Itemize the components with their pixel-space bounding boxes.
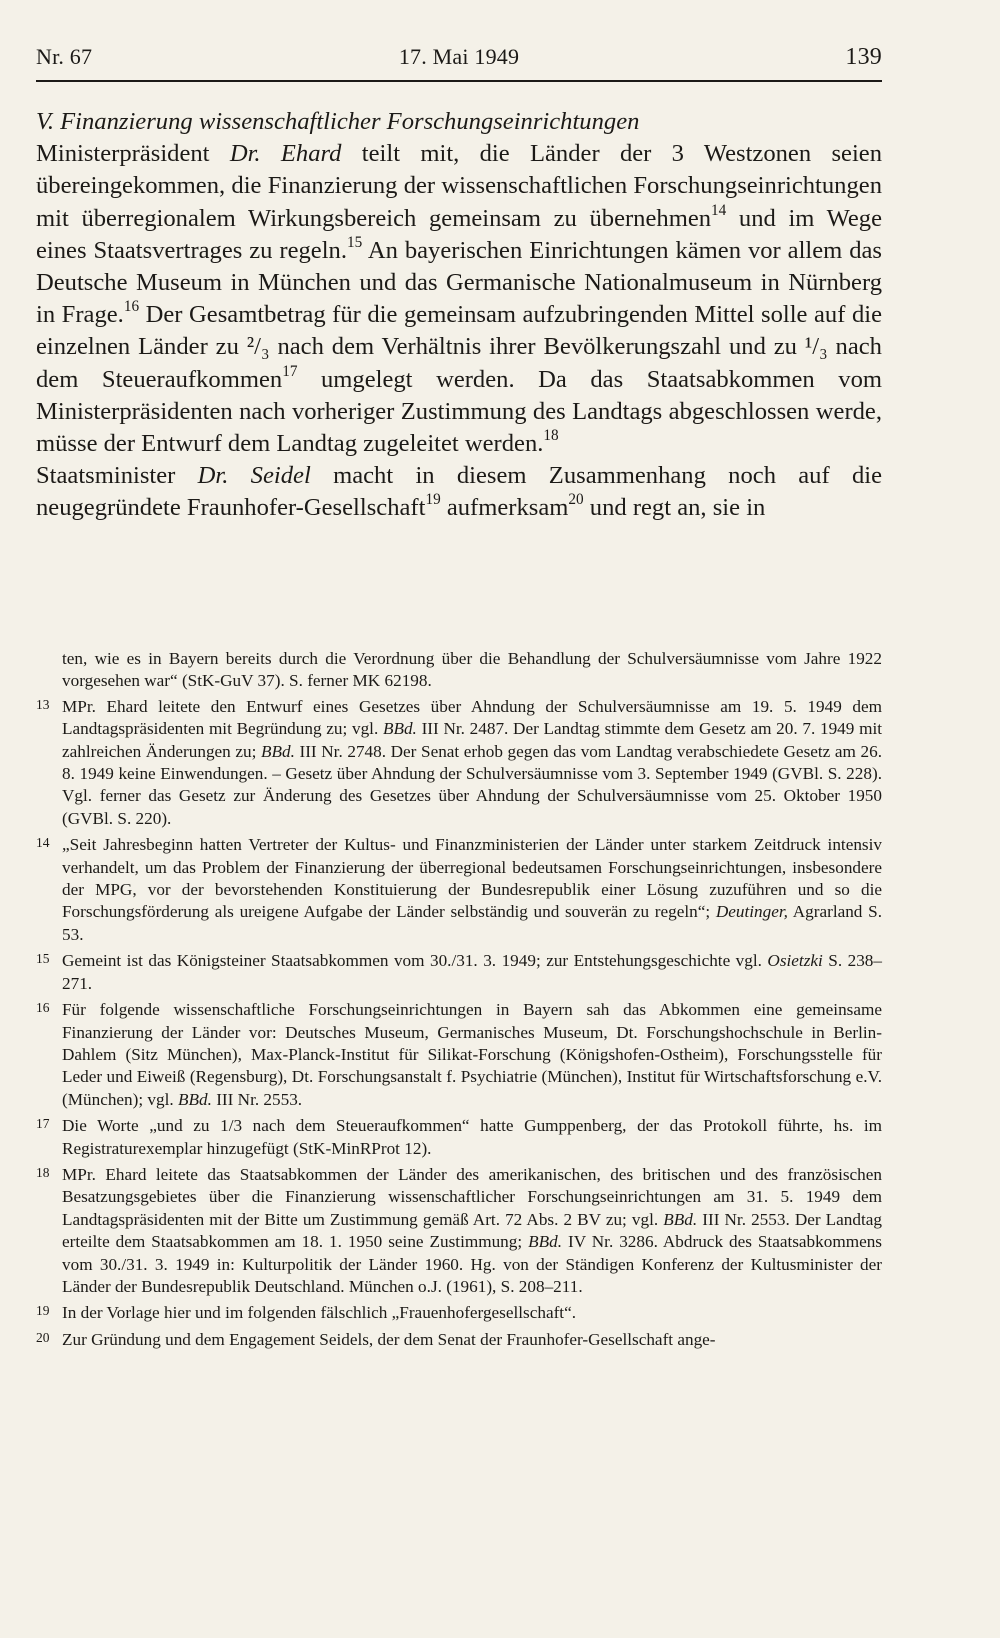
text-run: und im Wege eines Staatsvertrages zu regeln. (36, 204, 882, 264)
text-run: teilt mit, die Länder der 3 Westzonen seien übereingekommen, die Finanzierung der wissenschaftlichen Forschungseinrichtungen mit überregionalem Wirkungsbereich gemeinsam zu übernehmen (36, 140, 882, 232)
text-run: IV Nr. 3286. Abdruck des Staatsabkommens vom 30./31. 3. 1949 in: Kulturpolitik der Länder 1960. Hg. von der Ständigen Konferenz der Kultusminister der Länder der Bundesrepublik Deutschland. München o.J. (1961), S. 208–211. (62, 1232, 882, 1296)
footnote-ref[interactable]: 17 (282, 362, 298, 380)
footnote-number: 19 (36, 1303, 50, 1319)
text-run: In der Vorlage hier und im folgenden fälschlich „Frauenhofergesellschaft“. (62, 1303, 577, 1323)
text-run: MPr. Ehard leitete das Staatsabkommen der Länder des amerikanischen, des britischen und des französischen Besatzungsgebietes über die Finanzierung wissenschaftlicher Forschungseinrichtungen am 31. 5. 1949 dem Landtagspräsidenten mit der Bitte um Zustimmung gemäß Art. 72 Abs. 2 BV zu; vgl. (62, 1164, 882, 1229)
text-run: und regt an, sie in (583, 494, 766, 522)
text-run: Staatsminister (36, 462, 198, 490)
text-run: „Seit Jahresbeginn hatten Vertreter der Kultus- und Finanzministerien der Länder unter starkem Zeitdruck intensiv verhandelt, um das Problem der Finanzierung der überregional bedeutsamen Forschungseinrichtungen, insbesondere der MPG, vor der bevorstehenden Konstituierung der Bundesrepublik einer Lösung zuzuführen und so die Forschungsförderung als ureigene Aufgabe der Länder selbständig und souverän zu regeln“; (62, 835, 882, 922)
fraction: ²/₃ (246, 333, 270, 361)
page-number: 139 (845, 44, 882, 70)
author-name: Deutinger, (715, 902, 788, 922)
running-header (36, 44, 882, 80)
section-heading: V. Finanzierung wissenschaftlicher Forschungseinrichtungen (36, 108, 640, 135)
footnote-number: 18 (36, 1164, 50, 1180)
footnote-ref[interactable]: 15 (347, 233, 363, 251)
paragraph-ehard (36, 138, 882, 460)
text-run: III Nr. 2748. Der Senat erhob gegen das vom Landtag verabschiedete Gesetz am 26. 8. 1949 keine Einwendungen. – Gesetz über Ahndung der Schulversäumnisse vom 3. September 1949 (GVBl. S. 228). Vgl. ferner das Gesetz zur Änderung des Gesetzes über Ahndung der Schulversäumnisse vom 25. Oktober 1950 (GVBl. S. 220). (62, 741, 882, 828)
text-run: An bayerischen Einrichtungen kämen vor allem das Deutsche Museum in München und das Germanische Nationalmuseum in Nürnberg in Frage. (36, 236, 882, 329)
footnote-16 (36, 999, 882, 1111)
header-rule (36, 80, 882, 82)
footnote-20 (36, 1329, 882, 1351)
text-run: nach dem Steueraufkommen (36, 333, 882, 393)
text-run: MPr. Ehard leitete den Entwurf eines Gesetzes über Ahndung der Schulversäumnisse am 19. 5. 1949 dem Landtagspräsidenten mit Begründung zu; vgl. (62, 696, 882, 739)
fraction: ¹/₃ (804, 333, 828, 361)
abbrev: BBd. (260, 741, 295, 761)
speaker-name: Dr. Seidel (197, 462, 311, 490)
main-text (36, 106, 882, 525)
text-run: S. 238–271. (62, 951, 882, 993)
footnote-number: 16 (36, 1000, 50, 1016)
abbrev: BBd. (528, 1232, 562, 1252)
document-number: Nr. 67 (36, 44, 93, 69)
speaker-name: Dr. Ehard (229, 140, 342, 168)
footnote-continuation: ten, wie es in Bayern bereits durch die Verordnung über die Behandlung der Schulversäumnisse vom Jahre 1922 vorgesehen war“ (StK-GuV 37). S. ferner MK 62198. (62, 649, 882, 691)
text-run: nach dem Verhältnis ihrer Bevölkerungszahl und zu (269, 333, 805, 361)
footnote-number: 13 (36, 696, 50, 712)
footnote-15 (36, 950, 882, 995)
footnote-number: 14 (36, 835, 50, 851)
abbrev: BBd. (178, 1089, 212, 1109)
text-run: III Nr. 2553. Der Landtag erteilte dem Staatsabkommen am 18. 1. 1950 seine Zustimmung; (62, 1209, 882, 1252)
text-run: III Nr. 2487. Der Landtag stimmte dem Gesetz am 20. 7. 1949 mit zahlreichen Änderungen zu; (62, 719, 882, 761)
abbrev: BBd. (382, 719, 417, 739)
text-run: Der Gesamtbetrag für die gemeinsam aufzubringenden Mittel solle auf die einzelnen Länder zu (36, 301, 882, 361)
footnote-17 (36, 1115, 882, 1160)
text-run: Die Worte „und zu 1/3 nach dem Steueraufkommen“ hatte Gumppenberg, der das Protokoll führte, hs. im Registraturexemplar hinzugefügt (StK-MinRProt 12). (62, 1116, 882, 1158)
meeting-date: 17. Mai 1949 (398, 44, 520, 69)
footnote-ref[interactable]: 20 (568, 491, 584, 509)
text-run: III Nr. 2553. (211, 1089, 303, 1109)
text-run: Gemeint ist das Königsteiner Staatsabkommen vom 30./31. 3. 1949; zur Entstehungsgeschichte vgl. (62, 951, 768, 971)
footnote-13 (36, 696, 882, 830)
footnote-number: 15 (36, 951, 50, 967)
author-name: Osietzki (767, 951, 823, 971)
footnote-ref[interactable]: 19 (425, 491, 441, 509)
text-run: Für folgende wissenschaftliche Forschungseinrichtungen in Bayern sah das Abkommen eine gemeinsame Finanzierung der Länder vor: Deutsches Museum, Germanisches Museum, Dt. Forschungshochschule in Berlin-Dahlem (Sitz München), Max-Planck-Institut für Silikat-Forschung (Königshofen-Ostheim), Forschungsstelle für Leder und Eiweiß (Regensburg), Dt. Forschungsanstalt f. Psychiatrie (München), Institut für Wirtschaftsforschung e.V. (München); vgl. (62, 1000, 882, 1109)
footnote-18 (36, 1164, 882, 1298)
text-run: Agrarland S. 53. (62, 902, 882, 944)
footnote-ref[interactable]: 16 (123, 298, 140, 316)
text-run: aufmerksam (440, 494, 569, 522)
footnotes (36, 648, 882, 1355)
text-run: umgelegt werden. Da das Staatsabkommen vom Ministerpräsidenten nach vorheriger Zustimmung des Landtags abgeschlossen werde, müsse der Entwurf dem Landtag zugeleitet werden. (36, 365, 882, 458)
text-run: macht in diesem Zusammenhang noch auf die neugegründete Fraunhofer-Gesellschaft (36, 462, 883, 522)
footnote-19 (36, 1302, 882, 1324)
footnote-ref[interactable]: 18 (543, 427, 559, 445)
text-run: Zur Gründung und dem Engagement Seidels, der dem Senat der Fraunhofer-Gesellschaft ange- (62, 1329, 716, 1349)
footnote-number: 17 (36, 1116, 50, 1132)
footnote-number: 20 (36, 1329, 50, 1345)
abbrev: BBd. (663, 1209, 698, 1229)
footnote-ref[interactable]: 14 (711, 201, 727, 219)
footnote-14 (36, 834, 882, 946)
text-run: Ministerpräsident (36, 140, 230, 168)
paragraph-seidel (36, 460, 882, 524)
